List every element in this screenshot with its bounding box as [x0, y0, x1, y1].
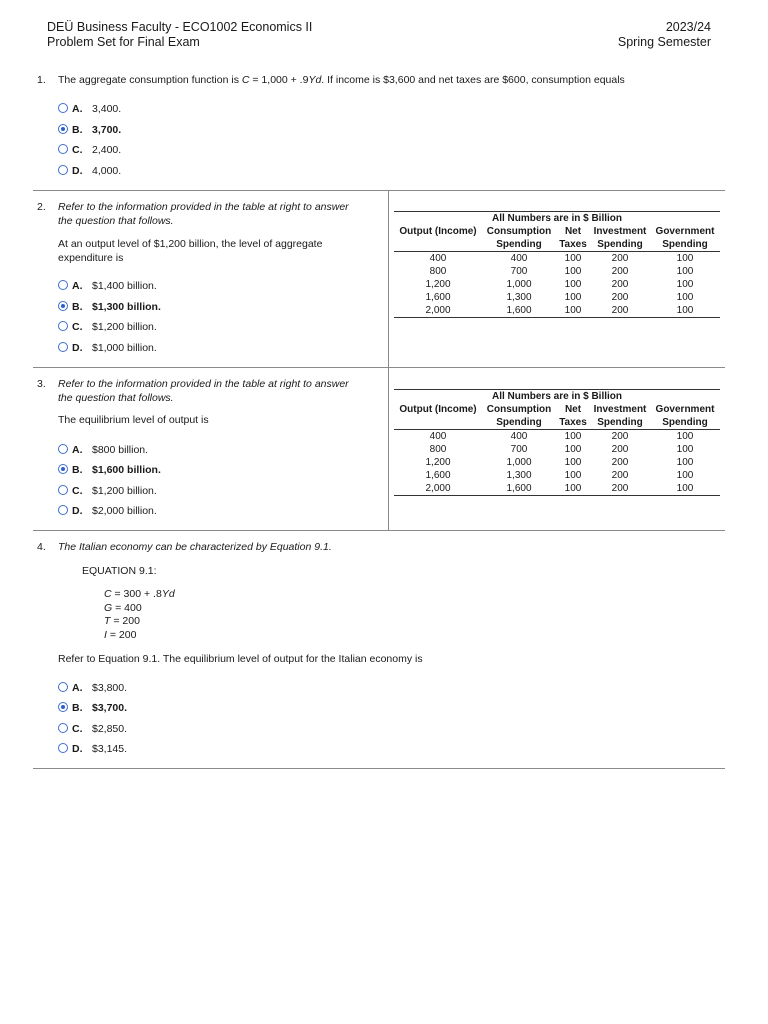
radio-icon[interactable] — [58, 743, 68, 753]
document-title: Problem Set for Final Exam — [47, 34, 200, 49]
question-number: 4. — [37, 541, 46, 553]
course-title: DEÜ Business Faculty - ECO1002 Economics II — [47, 20, 313, 34]
table-row: 2,000 1,600 100 200 100 — [394, 482, 720, 496]
question-intro: Refer to the information provided in the table at right to answer the question that follows. — [58, 201, 349, 227]
option-c[interactable]: C. 2,400. — [58, 143, 121, 157]
table-header: Government — [655, 226, 715, 237]
divider — [33, 190, 725, 191]
academic-year: 2023/24 — [665, 20, 711, 34]
table-row: 400 400 100 200 100 — [429, 431, 694, 442]
table-row: 400 400 100 200 100 — [429, 253, 694, 264]
option-a[interactable]: A. $1,400 billion. — [58, 279, 157, 293]
data-table — [394, 211, 720, 318]
option-b[interactable]: B. $3,700. — [58, 701, 127, 715]
radio-checked-icon[interactable] — [58, 124, 68, 134]
column-divider — [388, 191, 389, 367]
table-header: Output (Income) — [399, 404, 477, 415]
equation-investment: I = 200 — [104, 628, 137, 641]
question-text: The equilibrium level of output is — [58, 414, 209, 426]
option-d[interactable]: D. $3,145. — [58, 742, 127, 756]
table-header: Government — [655, 404, 715, 415]
table-row: 1,600 1,300 100 200 100 — [425, 292, 694, 303]
table-title: All Numbers are in $ Billion — [394, 390, 720, 404]
table-header: Net — [564, 226, 582, 237]
radio-icon[interactable] — [58, 723, 68, 733]
table-header: Net — [564, 404, 582, 415]
table-header: Consumption — [486, 226, 552, 237]
question-intro: Refer to the information provided in the table at right to answer the question that follows. — [58, 378, 349, 404]
radio-icon[interactable] — [58, 144, 68, 154]
table-row: 2,000 1,600 100 200 100 — [394, 304, 720, 318]
equation-label: EQUATION 9.1: — [82, 565, 157, 577]
option-b[interactable]: B. $1,300 billion. — [58, 300, 161, 314]
option-b[interactable]: B. 3,700. — [58, 123, 121, 137]
table-header: Taxes — [556, 238, 590, 252]
table-header: Investment — [593, 404, 647, 415]
table-header: Spending — [590, 238, 650, 252]
equation-taxes: T = 200 — [104, 615, 140, 627]
radio-checked-icon[interactable] — [58, 702, 68, 712]
question-text: Refer to Equation 9.1. The equilibrium level of output for the Italian economy is — [58, 653, 423, 665]
table-row: 800 700 100 200 100 — [429, 266, 694, 277]
radio-icon[interactable] — [58, 165, 68, 175]
table-row: 1,200 1,000 100 200 100 — [425, 457, 694, 468]
option-c[interactable]: C. $1,200 billion. — [58, 320, 157, 334]
table-header: Spending — [482, 416, 556, 430]
table-header: Spending — [650, 416, 720, 430]
semester: Spring Semester — [617, 34, 711, 49]
radio-icon[interactable] — [58, 505, 68, 515]
option-a[interactable]: A. 3,400. — [58, 102, 121, 116]
radio-checked-icon[interactable] — [58, 301, 68, 311]
option-a[interactable]: A. $800 billion. — [58, 443, 148, 457]
table-header: Consumption — [486, 404, 552, 415]
radio-icon[interactable] — [58, 321, 68, 331]
table-header: Spending — [650, 238, 720, 252]
option-c[interactable]: C. $2,850. — [58, 722, 127, 736]
divider — [33, 367, 725, 368]
option-c[interactable]: C. $1,200 billion. — [58, 484, 157, 498]
table-header: Investment — [593, 226, 647, 237]
data-table — [394, 389, 720, 496]
equation-block — [104, 588, 175, 642]
radio-checked-icon[interactable] — [58, 464, 68, 474]
table-header: Output (Income) — [399, 226, 477, 237]
table-row: 1,600 1,300 100 200 100 — [425, 470, 694, 481]
divider — [33, 768, 725, 769]
table-header: Spending — [590, 416, 650, 430]
question-number: 1. — [37, 74, 46, 86]
option-d[interactable]: D. $1,000 billion. — [58, 341, 157, 355]
table-header: Taxes — [556, 416, 590, 430]
option-d[interactable]: D. $2,000 billion. — [58, 504, 157, 518]
question-text: The aggregate consumption function is C = 1,000 + .9Yd. If income is $3,600 and net taxes are $600, consumption equals — [58, 74, 625, 86]
option-b[interactable]: B. $1,600 billion. — [58, 463, 161, 477]
option-a[interactable]: A. $3,800. — [58, 681, 127, 695]
radio-icon[interactable] — [58, 682, 68, 692]
radio-icon[interactable] — [58, 103, 68, 113]
table-header — [394, 416, 482, 430]
question-1 — [33, 74, 725, 186]
header-right — [618, 20, 711, 49]
radio-icon[interactable] — [58, 444, 68, 454]
column-divider — [388, 368, 389, 530]
divider — [33, 530, 725, 531]
option-d[interactable]: D. 4,000. — [58, 164, 121, 178]
question-number: 2. — [37, 201, 46, 213]
table-header: Spending — [482, 238, 556, 252]
header-left — [47, 20, 312, 49]
table-row: 800 700 100 200 100 — [429, 444, 694, 455]
table-title: All Numbers are in $ Billion — [394, 212, 720, 226]
radio-icon[interactable] — [58, 342, 68, 352]
table-header — [394, 238, 482, 252]
radio-icon[interactable] — [58, 485, 68, 495]
equation-government: G = 400 — [104, 601, 142, 614]
question-text: At an output level of $1,200 billion, the level of aggregate expenditure is — [58, 238, 323, 264]
radio-icon[interactable] — [58, 280, 68, 290]
question-intro: The Italian economy can be characterized by Equation 9.1. — [58, 541, 332, 553]
equation-consumption: C = 300 + .8Yd — [104, 588, 175, 600]
question-4 — [33, 541, 725, 761]
question-number: 3. — [37, 378, 46, 390]
table-row: 1,200 1,000 100 200 100 — [425, 279, 694, 290]
